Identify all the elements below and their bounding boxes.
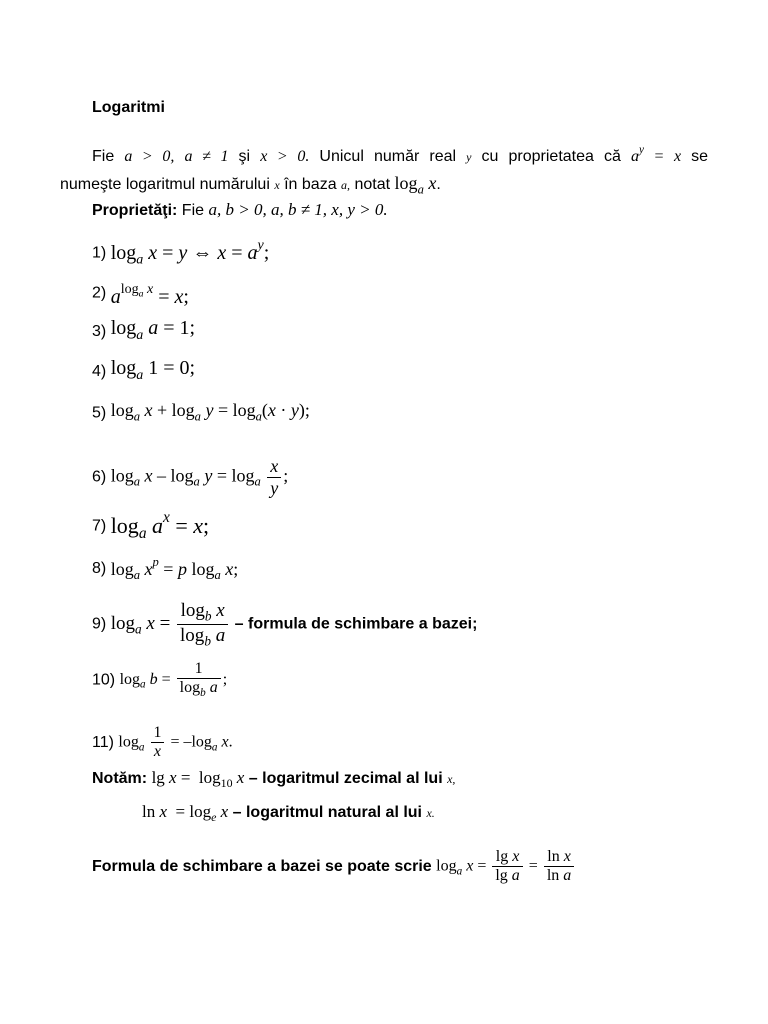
definition-line-1 xyxy=(60,140,708,167)
formula-property-2: $a^{log_a x} = x$; xyxy=(110,282,189,308)
property-number: 11) xyxy=(92,734,114,752)
formula-ln: $\ln x = \log_e x$ xyxy=(142,802,229,825)
closing-text: Formula de schimbare a bazei se poate scrie xyxy=(92,858,432,876)
definition-paragraph xyxy=(60,140,708,199)
math-var: a, xyxy=(341,177,351,192)
property-6 xyxy=(92,456,288,498)
property-number: 10) xyxy=(92,671,116,689)
definition-text: . xyxy=(436,175,441,193)
properties-label: Proprietăţi: xyxy=(92,202,178,219)
property-5 xyxy=(92,400,310,426)
definition-text: Unicul număr real xyxy=(319,147,457,165)
property-number: 7) xyxy=(92,517,107,535)
notation-text: – logaritmul natural al lui xyxy=(232,804,422,821)
math-condition: a > 0, xyxy=(124,147,175,165)
formula-property-1: $\log_a x = y$ ⇔ $x = a^y$; xyxy=(110,238,270,268)
math-var: y xyxy=(466,149,472,164)
properties-intro xyxy=(92,200,388,221)
properties-conditions: a, b > 0, a, b ≠ 1, x, y > 0. xyxy=(208,200,388,219)
property-10 xyxy=(92,660,227,700)
definition-text: se xyxy=(691,147,709,165)
formula-property-3: $\log_a a = 1$; xyxy=(110,317,196,343)
formula-property-5: $\log_a x + \log_a y = \log_a(x \cdot y)$; xyxy=(110,400,310,424)
formula-change-of-base: $\log_a x$ = $\frac{\text{lg x}}{\text{lg a}}$ = $\frac{\text{ln x}}{\text{ln a}}$ xyxy=(436,848,576,886)
properties-intro-text: Fie xyxy=(181,202,205,219)
math-condition: x > 0. xyxy=(260,147,310,165)
formula-definition: $a^y = x$ xyxy=(630,144,682,165)
property-8 xyxy=(92,552,238,585)
formula-property-6: $\log_a x - \log_a y = \log_a$ $\frac{x}{y}$ ; xyxy=(110,456,289,498)
notation-lg xyxy=(92,768,455,793)
formula-property-4: $\log_a 1 = 0$; xyxy=(110,357,196,383)
property-9 xyxy=(92,600,477,649)
property-number: 1) xyxy=(92,244,107,262)
property-1 xyxy=(92,236,269,271)
closing-line xyxy=(92,848,576,886)
formula-property-7: $\log_a a^x = x$; xyxy=(110,509,210,543)
math-var: x. xyxy=(426,806,435,820)
property-4 xyxy=(92,358,195,386)
formula-lg: $\lg x = \log_{10} x$ xyxy=(151,768,245,791)
property-2 xyxy=(92,280,189,307)
page-title: Logaritmi xyxy=(92,99,165,116)
formula-log-notation: $\log_a x$ xyxy=(394,172,437,197)
formula-property-11: $\log_a$ $\frac{1}{x}$ = $-\log_a$ x. xyxy=(118,724,233,761)
definition-text: cu proprietatea că xyxy=(481,147,621,165)
formula-property-8: $\log_a x^p = p$ $\log_a x$; xyxy=(110,555,239,583)
property-9-note: – formula de schimbare a bazei; xyxy=(234,615,478,633)
math-var: x xyxy=(274,177,280,192)
property-number: 3) xyxy=(92,323,107,341)
property-3 xyxy=(92,318,195,346)
definition-text: şi xyxy=(238,147,251,165)
notation-text: – logaritmul zecimal al lui xyxy=(248,770,443,787)
definition-text: Fie xyxy=(92,147,115,165)
property-number: 4) xyxy=(92,363,107,381)
formula-property-9: $\log_a x$ = $\frac{\log_b x}{\log_b a}$ xyxy=(111,600,231,649)
definition-text: în baza xyxy=(284,175,337,193)
math-var: x, xyxy=(447,772,456,786)
notation-ln xyxy=(142,802,435,827)
property-number: 8) xyxy=(92,559,107,577)
property-11 xyxy=(92,724,233,762)
definition-line-2 xyxy=(60,173,708,199)
math-condition: a ≠ 1 xyxy=(184,147,229,165)
definition-text: notat xyxy=(354,175,391,193)
property-number: 6) xyxy=(92,468,107,486)
notation-label: Notăm: xyxy=(92,770,148,787)
property-7 xyxy=(92,508,209,544)
property-number: 2) xyxy=(92,284,107,302)
property-number: 9) xyxy=(92,615,107,633)
property-number: 5) xyxy=(92,404,107,422)
definition-text: numeşte logaritmul numărului xyxy=(60,175,270,193)
formula-property-10: $\log_a b$ = $\frac{1}{\log_b a}$ ; xyxy=(119,660,228,700)
